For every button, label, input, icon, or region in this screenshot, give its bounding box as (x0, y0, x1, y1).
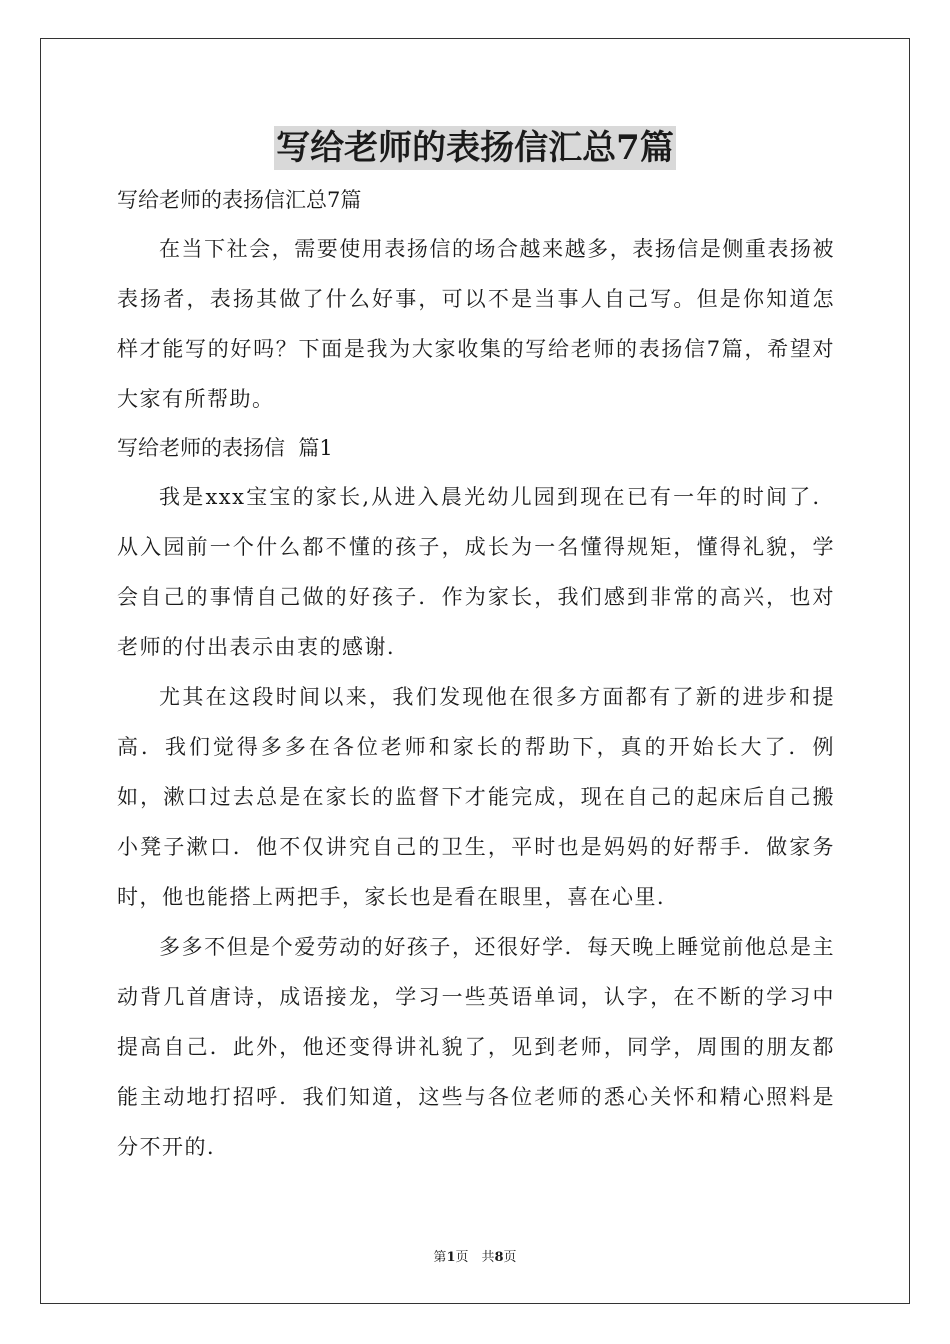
document-subtitle: 写给老师的表扬信汇总7篇 (117, 188, 362, 212)
footer-page-suffix: 页 (503, 1250, 517, 1265)
page-footer (0, 1246, 950, 1265)
body-paragraph-3: 多多不但是个爱劳动的好孩子，还很好学．每天晚上睡觉前他总是主动背几首唐诗，成语接龙，学习一些英语单词，认字，在不断的学习中提高自己．此外，他还变得讲礼貌了，见到老师，同学，周围的朋友都能主动地打招呼．我们知道，这些与各位老师的悉心关怀和精心照料是分不开的． (117, 935, 835, 1159)
intro-paragraph: 在当下社会，需要使用表扬信的场合越来越多，表扬信是侧重表扬被表扬者，表扬其做了什么好事，可以不是当事人自己写。但是你知道怎样才能写的好吗？下面是我为大家收集的写给老师的表扬信7篇，希望对大家有所帮助。 (117, 237, 835, 411)
document-body (117, 176, 835, 1172)
document-title: 写给老师的表扬信汇总7篇 (276, 128, 674, 168)
title-container (0, 126, 950, 170)
section-heading: 写给老师的表扬信 篇1 (117, 436, 333, 460)
footer-page-total: 8 (494, 1250, 504, 1265)
footer-page-mid: 页 共 (455, 1250, 495, 1265)
body-paragraph-1: 我是xxx宝宝的家长,从进入晨光幼儿园到现在已有一年的时间了．从入园前一个什么都不懂的孩子，成长为一名懂得规矩，懂得礼貌，学会自己的事情自己做的好孩子．作为家长，我们感到非常的高兴，也对老师的付出表示由衷的感谢． (117, 485, 835, 659)
footer-page-number: 1 (446, 1250, 456, 1265)
footer-page-prefix: 第 (433, 1250, 447, 1265)
body-paragraph-2: 尤其在这段时间以来，我们发现他在很多方面都有了新的进步和提高．我们觉得多多在各位老师和家长的帮助下，真的开始长大了．例如，漱口过去总是在家长的监督下才能完成，现在自己的起床后自己搬小凳子漱口．他不仅讲究自己的卫生，平时也是妈妈的好帮手．做家务时，他也能搭上两把手，家长也是看在眼里，喜在心里． (117, 685, 835, 909)
